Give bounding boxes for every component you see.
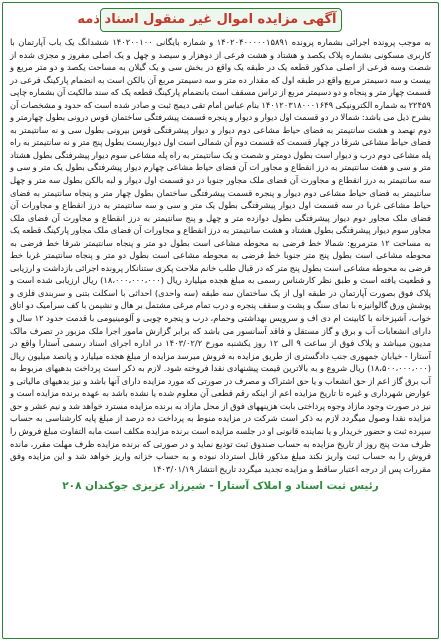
notice-signature: رئیس ثبت اسناد و املاک آستارا - شیرزاد عزیزی جوکندان ۲۰۸ — [62, 480, 379, 493]
notice-body: به موجب پرونده اجرائی بشماره پرونده ۱۴۰۲۰۴۰۰۰۰۰۱۵۸۹۱ و شماره بایگانی ۱۴۰۲۰۰۱۰۰ ششدانگ یک باب آپارتمان با کاربری مسکونی بشماره پلاک یکصد و هشتاد و هشت فرعی از دوهزار و سیصد و چهل و یک اصلی مفروز و مجزی شده از شصت وسه فرعی از اصلی مذکور قطعه یک در طبقه یک واقع در بخش سی و یک گیلان به مساحت یکصد و دو متر مربع و بیست و سه دسیمتر مربع واقع در طبقه اول که مقدار ده متر و سه دسیمتر مربع آن بالکن است به انضمام پارکینگ فرعی در قسمت چهار متر و پنجاه و دو دسیمتر مربع از تراس مسقف است بانضمام پارکینگ قطعه یک که سند مالکیت آن بشماره چاپی ۲۲۴۵۹ به شماره الکترونیکی ۱۴۰۱۲۰۳۱۸۰۰۰۱۶۴۹ بنام عباس امام تقی دیمج ثبت و صادر شده است که حدود و مشخصات آن بشرح ذیل می باشد: شمالا در دو قسمت اول دیوار و دیوار و پنجره قسمت پیشرفتگی ساختمان قوس درونی بطول چهارمتر و دوم نهصد و هشت سانتیمتر به فضای حیاط مشاعی دوم دیوار و دیوار پیشرفتگی قوس بیرونی بطول سی و نه سانتیمتر به فضای حیاط مشاعی شرقا در چهار قسمت که قسمت دوم آن شمالی است اول دیواریست بطول پنج متر و نه سانتیمتر به راه پله مشاعی دوم درب و دیوار است بطول دومتر و شصت و یک سانتیمتر به راه پله مشاعی سوم دیوار پیشرفتگی بطول هشتاد متر و سی و هفت سانتیمتر به درز انقطاع و مجاور ات آن فضای حیاط مشاعی چهارم دیوار پیشرفتگی بطول یک متر و سی و سه سانتیمتر به درز انقطاع و مجاورت آن فضای ملک مجاور جنوبا در دو قسمت اول دیوار و لبه بالکن بطول سه متر و چهل سانتیمتر به فضای حیاط مشاعی دوم دیوار و پنجره قسمت پیشرفتگی ساختمان بطول چهار متر و پنجاه سانتیمتر به فضای حیاط مشاعی غربا در سه قسمت اول دیوار پیشرفتگی بطول یک متر و سی و سه سانتیمتر به درز انقطاع و مجاورات آن فضای ملک مجاور دوم دیوار پیشرفتگی بطول دوازده متر و چهل و پنج سانتیمتر به درز انقطاع و مجاورت آن فضای ملک مجاور سوم دیوار پیشرفتگی بطول هشتاد و هشت سانتیمتر به درز انقطاع و مجاورات آن فضای ملک مجاور پارکینگ قطعه یک به مساحت ۱۲ مترمربع: شمالا خط فرضی به محوطه مشاعی است بطول دو متر و پنجاه سانتیمتر شرقا خط فرضی به محوطه مشاعی است بطول پنج متر جنوبا خط فرضی به محوطه مشاعی است بطول دو متر و پنجاه سانتیمتر غربا خط فرضی به محوطه مشاعی است بطول پنج متر که در قبال طلب خانم ملاحت پکری ستنانکار پرونده اجرائی بازداشت و ارزیابی و قطعیت یافته است و طبق نظر کارشناس رسمی به مبلغ هجده میلیارد ریال (۱۸،۰۰۰،۰۰۰،۰۰۰) ریال ارزیابی شده است و پلاک فوق بصورت آپارتمان در طبقه اول از یک ساختمان سه طبقه (سه واحدی) احداثی با اسکلت بتنی و سربندی فلزی و پوشش ورق گالوانیزه با نمای سنگ و پشت و سقف پنجره و درب تمام مرغی مشتمل بر هال و نشیمن با کف سرامیک دو اتاق خواب، آشپزخانه با کابینت ام دی اف و سرویس بهداشتی وحمام، درب و پنجره چوبی و آلومینیومی با قدمت حدود ۱۲ سال و دارای انشعابات آب و برق و گاز مستقل و فاقد آسانسور می باشد که برابر گزارش مامور اجرا ملک مزبور در تصرف مالک مدیون میباشد و پلاک فوق از ساعت ۹ الی ۱۲ روز یکشنبه مورخ ۱۴۰۳/۰۲/۲ در اداره اجرای اسناد رسمی آستارا واقع در آستارا - خیابان جمهوری جنب دادگستری از طریق مزایده به فروش میرسد مزایده از مبلغ هجده میلیارد و پانصد میلیون ریال (۱۸،۵۰۰،۰۰۰،۰۰۰) ریال شروع و به بالاترین قیمت پیشنهادی نقدا فروخته شود. لازم به ذکر است پرداخت بدهیهای مربوط به آب برق گاز اعم از حق انشعاب و یا حق اشتراک و مصرف در صورتی که مورد مزایده دارای آنها باشد و نیز بدهیهای مالیاتی و عوارض شهرداری و غیره تا تاریخ مزایده اعم از اینکه رقم قطعی آن معلوم شده یا نشده باشد به عهده برنده مزایده است و نیز در صورت وجود مازاد وجوه پرداختی بابت هزینههای فوق از محل مازاد به برنده مزایده مسترد خواهد شد و نیم عشر و حق مزایده نقدا وصول میگردد لازم به ذکر است شرکت در مزایده منوط به پرداخت ده درصد از مبلغ پایه کارشناسی به حساب سپرده ثبت و حضور خریدار و یا نماینده قانونی او در جلسه مزایده است برنده مزایده مکلف است مابه التفاوت مبلغ فروش را ظرف مدت پنج روز از تاریخ مزایده به حساب صندوق ثبت تودیع نماید و در صورتی که برنده مزایده ظرف مهلت مقرر، مانده فروش را به حساب ثبت واریز نکند مبلغ مذکور قابل استرداد نبوده و به حساب خزانه واریز خواهد شد و این مزایده وفق مقررات پس از درجه اعتبار ساقط و مزایده تجدید میگردد تاریخ انتشار ۱۴۰۳/۰۱/۱۹ — [10, 37, 432, 474]
notice-title: آگهی مزایده اموال غیر منقول اسناد ذمه — [77, 12, 337, 27]
title-box — [77, 8, 342, 32]
